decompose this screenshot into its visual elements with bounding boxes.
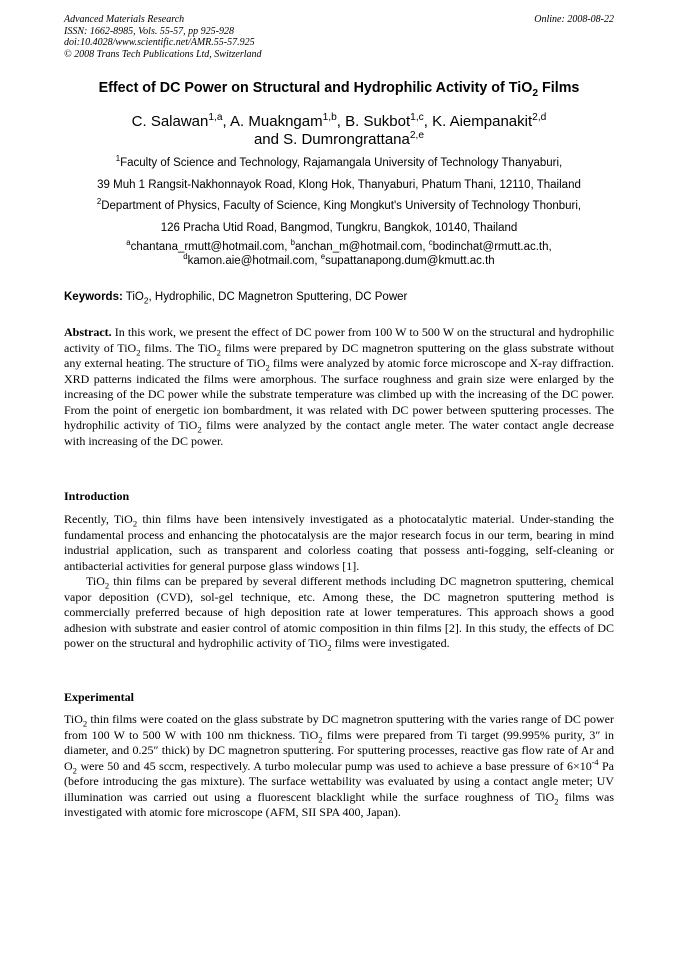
- email-line-1: $^a$chantana_rmutt@hotmail.com, $^b$anchan_m@hotmail.com, $^c$bodinchat@rmutt.ac.th,: [126, 238, 552, 253]
- abstract-label: Abstract.: [64, 325, 112, 339]
- email-b: anchan_m@hotmail.com,: [294, 241, 429, 253]
- experimental-heading: Experimental: [64, 690, 134, 704]
- doi-line: doi:10.4028/www.scientific.net/AMR.55-57.925: [64, 37, 255, 48]
- introduction-heading: Introduction: [64, 489, 130, 503]
- affiliation-2-line-2: 126 Pracha Utid Road, Bangmod, Tungkru, Bangkok, 10140, Thailand: [160, 222, 518, 234]
- online-date: Online: 2008-08-22: [534, 14, 614, 25]
- email-d: kamon.aie@hotmail.com,: [187, 254, 321, 267]
- abstract: Abstract. In this work, we present the effect of DC power from 100 W to 500 W on the structural and hydrophilic activity of TiO$_2$ films. The TiO$_2$ films were prepared by DC magnetron sputtering on the glass substrate without any external heating. The structure of TiO$_2$ films were analyzed by atomic force microscope and X-ray diffraction. XRD patterns indicated the films were amorphous. The surface roughness and grain size were enlarged by the increasing of the DC power while the substrate temperature was climbed up with the increasing of the DC power. From the point of energetic ion bombardment, it was related with DC power between sputtering processes. The hydrophilic activity of TiO$_2$ films were analyzed by the contact angle meter. The water contact angle decrease with increasing of the DC power.: [64, 325, 615, 448]
- author-line-2: and S. Dumrongrattana$^{2,e}$: [253, 130, 425, 148]
- experimental-body: TiO$_2$ thin films were coated on the glass substrate by DC magnetron sputtering with the varies range of DC power from 100 W to 500 W with 100 nm thickness. TiO$_2$ films were prepared from Ti target (99.995% purity, 3″ in diameter, and 0.25″ thick) by DC magnetron sputtering. For sputtering processes, reactive gas flow rate of Ar and $O_2$ were 50 and 45 sccm, respectively. A turbo molecular pump was used to achieve a base pressure of $6\times 10^{-4}$ Pa (before introducing the gas mixture). The surface wettability was evaluated by using a contact angle meter; UV illumination was carried out using a fluorescent blacklight while the surface roughness of TiO$_2$ films was investigated with atomic fore microscope (AFM, SII SPA 400, Japan).: [64, 712, 615, 819]
- keywords: Keywords: TiO$_2$, Hydrophilic, DC Magnetron Sputtering, DC Power: [64, 291, 408, 306]
- author-line-1: C. Salawan$^{1,a}$, A. Muakngam$^{1,b}$, B. Sukbot$^{1,c}$, K. Aiempanakit$^{2,d}$: [131, 112, 547, 130]
- email-e: supattanapong.dum@kmutt.ac.th: [325, 254, 495, 267]
- introduction-paragraph-1: Recently, TiO$_2$ thin films have been intensively investigated as a photocatalytic material. Under-standing the fundamental process and enhancing the photocatalysis are the major research focus in our term, bearing in mind industrial application, such as transparent and colorless coating that possess anti-fogging, self-cleaning or antibacterial activities for general purpose glass windows [1].: [64, 512, 614, 573]
- email-list: [30, 238, 648, 268]
- email-a: chantana_rmutt@hotmail.com,: [130, 241, 291, 253]
- keywords-label: Keywords:: [64, 291, 123, 303]
- issn-line: ISSN: 1662-8985, Vols. 55-57, pp 925-928: [64, 25, 234, 37]
- affiliation-2-line-1: $^2$Department of Physics, Faculty of Science, King Mongkut's University of Technology Thonburi,: [96, 197, 582, 212]
- copyright-line: © 2008 Trans Tech Publications Ltd, Switzerland: [64, 48, 262, 60]
- email-c: bodinchat@rmutt.ac.th,: [432, 241, 552, 253]
- introduction-body: [64, 512, 614, 652]
- journal-header: [64, 14, 262, 60]
- email-line-2: $^d$kamon.aie@hotmail.com, $^e$supattanapong.dum@kmutt.ac.th: [183, 251, 495, 267]
- introduction-paragraph-2: TiO$_2$ thin films can be prepared by several different methods including DC magnetron sputtering, chemical vapor deposition (CVD), sol-gel technique, etc. Among these, the DC magnetron sputtering method is commercially preferred because of high deposition rate at lower temperatures. This approach shows a good adhesion with substrate and easier control of atomic composition in thin films [2]. In this study, the effects of DC power on the structural and hydrophilic activity of TiO$_2$ films were investigated.: [64, 574, 614, 653]
- affiliation-1-line-2: 39 Muh 1 Rangsit-Nakhonnayok Road, Klong Hok, Thanyaburi, Phatum Thani, 12110, Thailand: [97, 179, 581, 191]
- journal-name: Advanced Materials Research: [64, 14, 185, 25]
- paper-title: Effect of DC Power on Structural and Hydrophilic Activity of TiO$_2$ Films: [98, 80, 580, 99]
- author-list: [30, 113, 648, 149]
- affiliation-1-line-1: $^1$Faculty of Science and Technology, Rajamangala University of Technology Thanyaburi,: [115, 154, 563, 169]
